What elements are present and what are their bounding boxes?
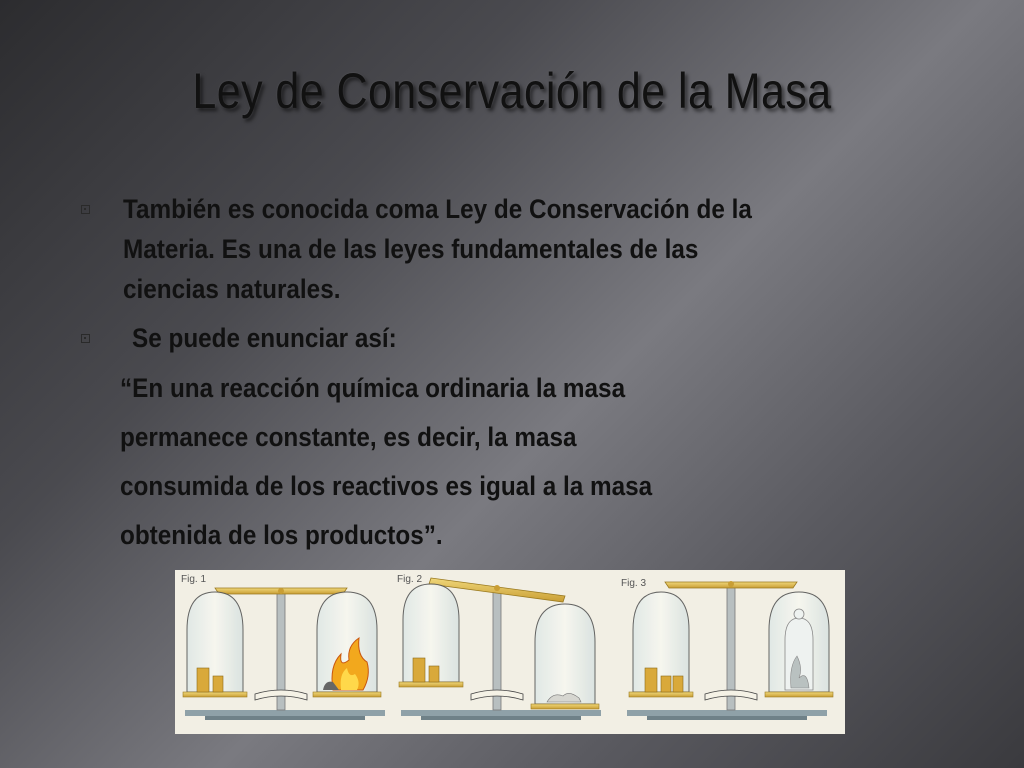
balance-pivot xyxy=(728,581,734,587)
balance-base xyxy=(185,710,385,716)
quote-line-1: “En una reacción química ordinaria la masa xyxy=(120,373,626,403)
fig-2-label: Fig. 2 xyxy=(397,574,423,585)
bullet-2-line-1: Se puede enunciar así: xyxy=(132,323,397,353)
bell-jar-right xyxy=(535,604,595,704)
slide-title: Ley de Conservación de la Masa xyxy=(192,63,832,119)
weight-small xyxy=(429,666,439,682)
bullet-1-line-2: Materia. Es una de las leyes fundamentales de las xyxy=(123,234,699,264)
fig-3-label: Fig. 3 xyxy=(621,578,647,589)
weight-small-2 xyxy=(673,676,683,692)
pan-right xyxy=(765,692,833,697)
balance-base xyxy=(627,710,827,716)
balance-base-foot xyxy=(421,716,581,720)
balances-illustration xyxy=(175,570,845,734)
balance-pivot xyxy=(278,588,284,594)
pan-left xyxy=(629,692,693,697)
balance-fig-3 xyxy=(621,578,833,720)
quote-line-2: permanece constante, es decir, la masa xyxy=(120,422,577,452)
pan-left xyxy=(183,692,247,697)
quote-line-4: obtenida de los productos”. xyxy=(120,520,443,550)
weight-small xyxy=(661,676,671,692)
flask-stopper xyxy=(794,609,804,619)
bullet-1-line-1: También es conocida coma Ley de Conservación de la xyxy=(123,194,752,224)
weight-small xyxy=(213,676,223,692)
balance-base-foot xyxy=(205,716,365,720)
balance-pivot xyxy=(494,585,500,591)
balance-base-foot xyxy=(647,716,807,720)
balance-base xyxy=(401,710,601,716)
weight-large xyxy=(645,668,657,692)
balance-fig-1 xyxy=(181,574,385,720)
weight-large xyxy=(413,658,425,682)
pan-left xyxy=(399,682,463,687)
quote-line-3: consumida de los reactivos es igual a la masa xyxy=(120,471,653,501)
pan-right xyxy=(531,704,599,709)
bullet-1-line-3: ciencias naturales. xyxy=(123,274,341,304)
balances-svg xyxy=(175,570,845,734)
bullet-square-icon xyxy=(81,205,90,214)
weight-large xyxy=(197,668,209,692)
bullet-square-icon xyxy=(81,334,90,343)
fig-1-label: Fig. 1 xyxy=(181,574,207,585)
pan-right xyxy=(313,692,381,697)
balance-fig-2 xyxy=(397,574,601,720)
